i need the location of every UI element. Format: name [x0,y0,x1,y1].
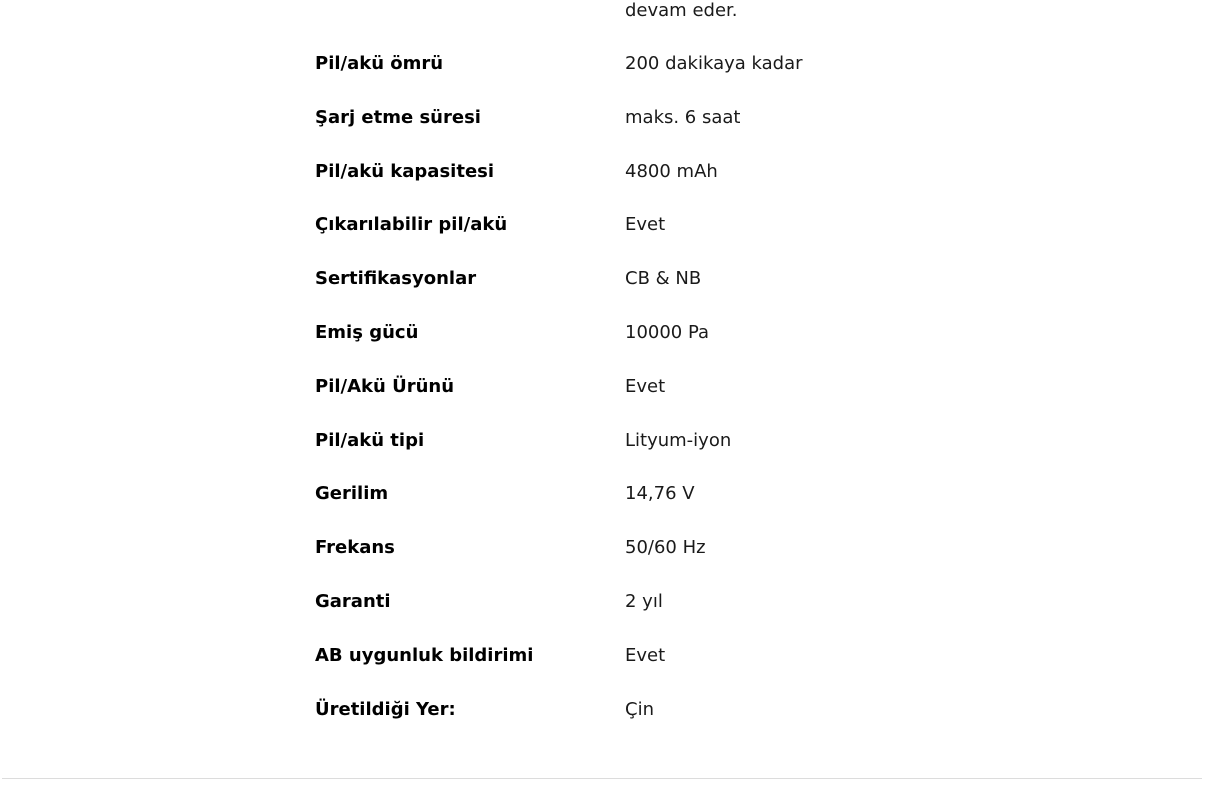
spec-row-battery-capacity [315,159,915,213]
spec-row-voltage [315,481,915,535]
spec-label: Frekans [315,537,395,559]
spec-value: Evet [625,644,666,666]
spec-label: Garanti [315,590,391,612]
spec-label: AB uygunluk bildirimi [315,644,534,666]
spec-label: Emiş gücü [315,321,419,343]
spec-label: Pil/akü ömrü [315,53,444,74]
spec-value: Çin [625,698,654,720]
spec-row-made-in [315,697,915,751]
spec-value: 2 yıl [625,590,663,612]
spec-label: Sertifikasyonlar [315,268,477,290]
spec-row-eu-declaration [315,643,915,697]
spec-label: Pil/akü kapasitesi [315,160,495,182]
spec-label: Gerilim [315,483,389,505]
spec-row-battery-life [315,51,915,105]
spec-label: Şarj etme süresi [315,106,481,128]
spec-value: 14,76 V [625,483,695,505]
spec-value: CB & NB [625,268,702,290]
spec-label: Üretildiği Yer: [315,698,456,720]
spec-value: 4800 mAh [625,160,718,182]
spec-value: 10000 Pa [625,321,710,343]
spec-row-removable-battery [315,212,915,266]
spec-value: 200 dakikaya kadar [625,53,803,74]
spec-row-charge-time [315,105,915,159]
spec-table [315,51,915,750]
spec-row-certifications [315,266,915,320]
spec-value: 50/60 Hz [625,537,706,559]
spec-row-suction-power [315,320,915,374]
continued-value-text: devam eder. [625,0,738,21]
spec-row-battery-type [315,428,915,482]
spec-row-warranty [315,589,915,643]
spec-label: Pil/akü tipi [315,429,425,451]
spec-row-battery-product [315,374,915,428]
spec-value: Evet [625,375,666,397]
spec-label: Pil/Akü Ürünü [315,375,455,397]
spec-value: Lityum-iyon [625,429,732,451]
spec-value: maks. 6 saat [625,106,741,128]
spec-label: Çıkarılabilir pil/akü [315,214,508,236]
spec-row-frequency [315,535,915,589]
spec-value: Evet [625,214,666,236]
section-divider [2,778,1202,779]
